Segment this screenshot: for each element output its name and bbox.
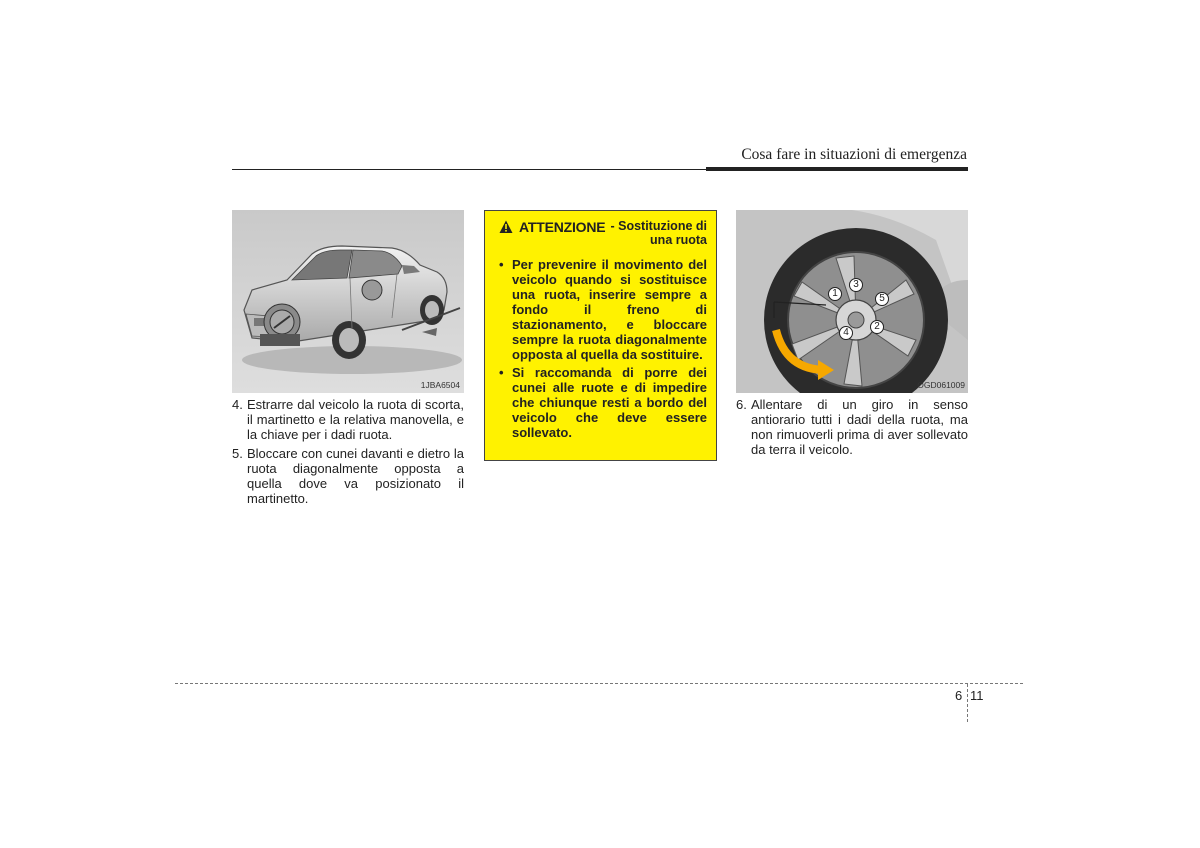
step-item: [736, 397, 968, 457]
wheel-drawing: [736, 210, 968, 393]
warning-list: [499, 257, 707, 440]
lug-callout-1: 1: [828, 287, 842, 301]
lug-callout-2: 2: [870, 320, 884, 334]
warning-header: [499, 219, 707, 247]
warning-item-text: Si raccomanda di porre dei cunei alle ruote e di impedire che chiunque resti a bordo del veicolo che deve essere sollevato.: [512, 365, 707, 440]
warning-item-text: Per prevenire il movimento del veicolo quando si sostituisce una ruota, inserire sempre a fondo il freno di stazionamento, e bloccare sempre la ruota diagonalmente opposta al quella da sostituire.: [512, 257, 707, 362]
warning-item: [499, 257, 707, 362]
warning-item: [499, 365, 707, 440]
lug-callout-3: 3: [849, 278, 863, 292]
warning-box: [484, 210, 717, 461]
step-number: 5.: [232, 446, 243, 461]
step-number: 6.: [736, 397, 747, 412]
lug-callout-4: 4: [839, 326, 853, 340]
warning-triangle-icon: [499, 220, 513, 234]
step-text: Estrarre dal veicolo la ruota di scorta, il martinetto e la relativa manovella, e la chiave per i dadi ruota.: [247, 397, 464, 442]
step-item: [232, 397, 464, 442]
page-number: 11: [970, 688, 984, 703]
footer-divider: [175, 683, 1023, 684]
figure-code: OGD061009: [917, 380, 965, 390]
figure-code: 1JBA6504: [420, 380, 460, 390]
bullet: •: [499, 365, 504, 380]
header-bar: [706, 167, 968, 171]
car-jack-illustration: [232, 210, 464, 393]
car-jack-drawing: [232, 210, 464, 393]
chapter-number: 6: [955, 688, 963, 703]
bullet: •: [499, 257, 504, 272]
step-item: [232, 446, 464, 506]
step-number: 4.: [232, 397, 243, 412]
step-text: Allentare di un giro in senso antiorario tutti i dadi della ruota, ma non rimuoverli prima di aver sollevato da terra il veicolo.: [751, 397, 968, 457]
warning-subtitle: - Sostituzione di una ruota: [610, 219, 707, 247]
steps-right: [736, 397, 968, 461]
steps-left: [232, 397, 464, 510]
lug-callout-5: 5: [875, 292, 889, 306]
wheel-illustration: [736, 210, 968, 393]
footer-vertical-divider: [967, 684, 968, 722]
warning-title: ATTENZIONE: [519, 219, 606, 235]
step-text: Bloccare con cunei davanti e dietro la ruota diagonalmente opposta a quella dove va posizionato il martinetto.: [247, 446, 464, 506]
page-header-title: Cosa fare in situazioni di emergenza: [741, 146, 967, 163]
